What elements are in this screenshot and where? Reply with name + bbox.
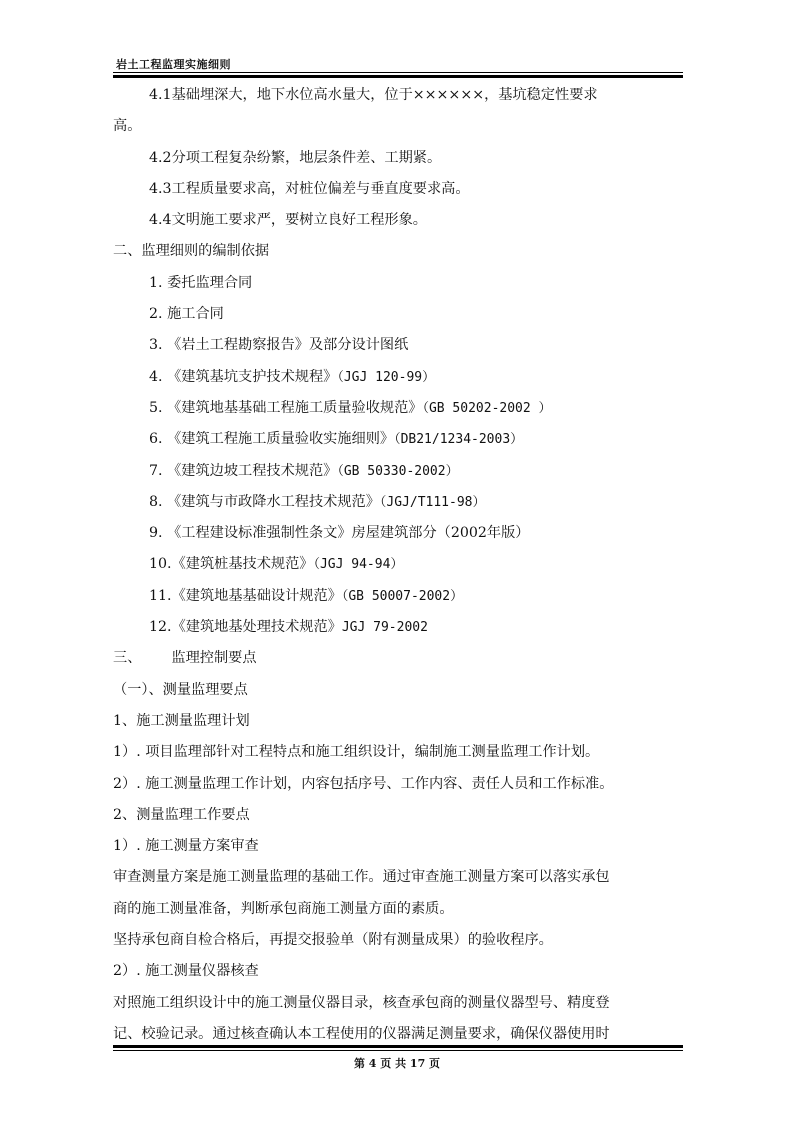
clause-4-4: 4.4文明施工要求严，要树立良好工程形象。 xyxy=(149,212,427,229)
reference-item: 12.《建筑地基处理技术规范》JGJ 79-2002 xyxy=(149,619,428,636)
item-1-point: 1）. 项目监理部针对工程特点和施工组织设计，编制施工测量监理工作计划。 xyxy=(113,744,600,761)
clause-4-1-continuation: 高。 xyxy=(113,118,142,135)
item-1-heading: 1、施工测量监理计划 xyxy=(113,712,250,729)
reference-item: 11.《建筑地基基础设计规范》（GB 50007-2002） xyxy=(149,587,464,604)
reference-item: 2. 施工合同 xyxy=(149,306,224,323)
reference-item: 5. 《建筑地基基础工程施工质量验收规范》（GB 50202-2002 ） xyxy=(149,399,552,416)
item-1-point: 2）. 施工测量监理工作计划，内容包括序号、工作内容、责任人员和工作标准。 xyxy=(113,775,614,792)
clause-4-2: 4.2分项工程复杂纷繁，地层条件差、工期紧。 xyxy=(149,149,442,166)
section-3-heading: 三、 监理控制要点 xyxy=(113,650,257,667)
document-body xyxy=(113,80,683,1050)
reference-item: 7. 《建筑边坡工程技术规范》（GB 50330-2002） xyxy=(149,462,459,479)
reference-item: 1. 委托监理合同 xyxy=(149,274,253,291)
reference-item: 4. 《建筑基坑支护技术规程》（JGJ 120-99） xyxy=(149,368,436,385)
header-rule xyxy=(113,72,683,73)
item-2-sub2-heading: 2）. 施工测量仪器核查 xyxy=(113,963,259,980)
footer-rule xyxy=(113,1050,683,1051)
header-rule-thick xyxy=(113,75,683,78)
footer-rule-thick xyxy=(113,1045,683,1048)
section-2-heading: 二、监理细则的编制依据 xyxy=(113,243,270,260)
paragraph-line: 对照施工组织设计中的施工测量仪器目录，核查承包商的测量仪器型号、精度登 xyxy=(113,994,610,1011)
paragraph-line: 商的施工测量准备，判断承包商施工测量方面的素质。 xyxy=(113,900,454,917)
page-number: 第 4 页 共 17 页 xyxy=(353,1057,441,1070)
paragraph-line: 审查测量方案是施工测量监理的基础工作。通过审查施工测量方案可以落实承包 xyxy=(113,869,610,886)
reference-item: 6. 《建筑工程施工质量验收实施细则》（DB21/1234-2003） xyxy=(149,431,524,448)
item-2-sub1-heading: 1）. 施工测量方案审查 xyxy=(113,838,259,855)
reference-item: 8. 《建筑与市政降水工程技术规范》（JGJ/T111-98） xyxy=(149,493,486,510)
clause-4-1: 4.1基础埋深大，地下水位高水量大，位于××××××，基坑稳定性要求 xyxy=(149,87,598,103)
reference-item: 9. 《工程建设标准强制性条文》房屋建筑部分（2002年版） xyxy=(149,525,530,542)
paragraph-line: 坚持承包商自检合格后，再提交报验单（附有测量成果）的验收程序。 xyxy=(113,932,553,949)
reference-item: 10.《建筑桩基技术规范》（JGJ 94-94） xyxy=(149,556,404,573)
clause-4-3: 4.3工程质量要求高，对桩位偏差与垂直度要求高。 xyxy=(149,180,470,197)
header-title: 岩土工程监理实施细则 xyxy=(116,58,231,71)
subsection-1-heading: （一）、测量监理要点 xyxy=(113,681,248,698)
reference-item: 3. 《岩土工程勘察报告》及部分设计图纸 xyxy=(149,337,409,354)
item-2-heading: 2、测量监理工作要点 xyxy=(113,806,250,823)
paragraph-line: 记、校验记录。通过核查确认本工程使用的仪器满足测量要求，确保仪器使用时 xyxy=(113,1025,610,1042)
